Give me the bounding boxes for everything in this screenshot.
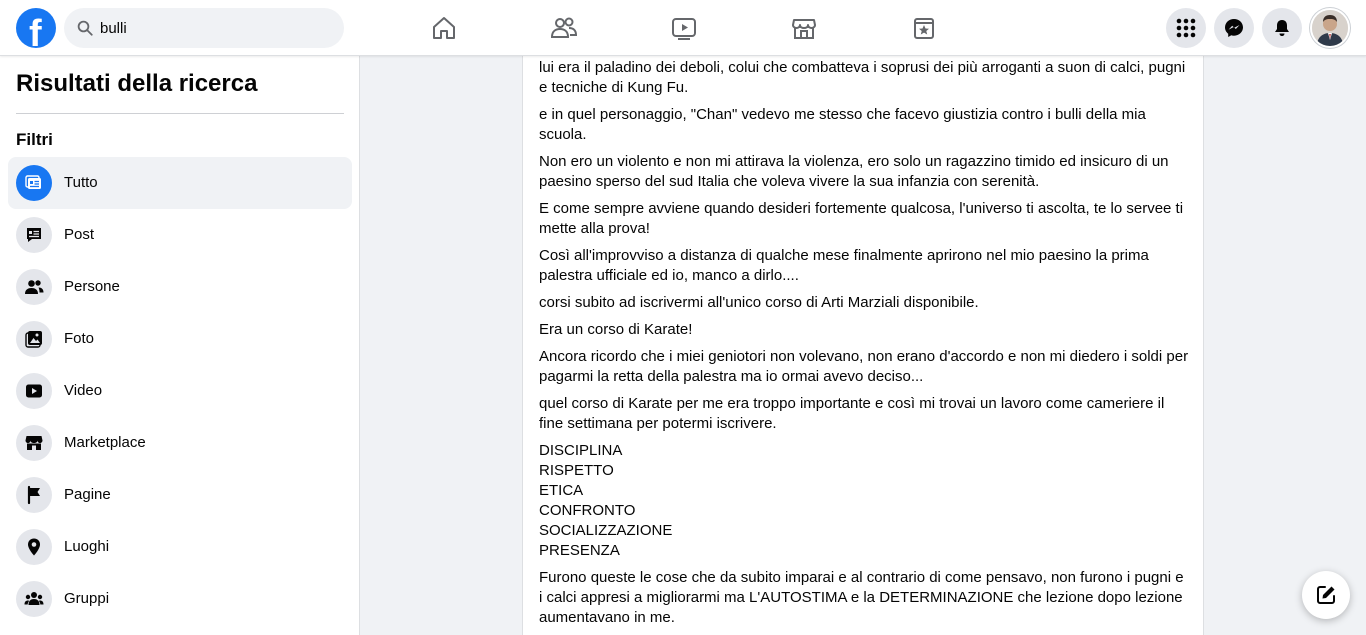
post-icon <box>16 217 52 253</box>
post-paragraph: corsi subito ad iscrivermi all'unico corso di Arti Marziali disponibile. <box>539 294 979 311</box>
nav-watch[interactable] <box>624 0 744 56</box>
page-title: Risultati della ricerca <box>16 70 258 97</box>
post-paragraph: Non ero un violento e non mi attirava la violenza, ero solo un ragazzino timido ed insicuro di un paesino sperso del sud Italia che voleva vivere la sua infanzia con serenità. <box>539 153 1169 190</box>
messenger-button[interactable] <box>1214 8 1254 48</box>
post-paragraph: e in quel personaggio, "Chan" vedevo me stesso che facevo giustizia contro i bulli della mia scuola. <box>539 106 1146 143</box>
search-filters-sidebar <box>0 56 360 635</box>
notifications-icon <box>1272 18 1292 38</box>
sidebar-item-luoghi[interactable] <box>8 521 352 573</box>
sidebar-item-label: Pagine <box>64 486 111 503</box>
sidebar-item-video[interactable] <box>8 365 352 417</box>
nav-friends[interactable] <box>504 0 624 56</box>
sidebar-item-label: Foto <box>64 330 95 347</box>
profile-photo <box>1312 10 1348 46</box>
store-icon <box>16 425 52 461</box>
sidebar-item-pagine[interactable] <box>8 469 352 521</box>
friends-icon <box>550 14 578 42</box>
marketplace-icon <box>790 14 818 42</box>
sidebar-divider <box>16 113 344 114</box>
compose-icon <box>1315 584 1337 606</box>
top-navigation-bar <box>0 0 1366 56</box>
messenger-icon <box>1224 18 1244 38</box>
new-message-button[interactable] <box>1302 571 1350 619</box>
flag-icon <box>16 477 52 513</box>
search-icon <box>76 19 94 37</box>
facebook-logo-letter: f <box>29 13 42 48</box>
values-list-item: DISCIPLINA <box>539 442 623 459</box>
post-paragraph: Così all'improvviso a distanza di qualche mese finalmente aprirono nel mio paesino la prima palestra ufficiale ed io, manco a dirlo.... <box>539 247 1149 284</box>
post-paragraph: quel corso di Karate per me era troppo importante e così mi trovai un lavoro come cameriere il fine settimana per potermi iscrivere. <box>539 395 1165 432</box>
facebook-logo[interactable] <box>16 8 56 48</box>
values-list-item: ETICA <box>539 482 584 499</box>
people-icon <box>16 269 52 305</box>
values-list-item: PRESENZA <box>539 542 620 559</box>
sidebar-item-tutto[interactable] <box>8 157 352 209</box>
avatar[interactable] <box>1310 8 1350 48</box>
values-list-item: SOCIALIZZAZIONE <box>539 522 673 539</box>
sidebar-item-label: Video <box>64 382 103 399</box>
post-body <box>539 58 1189 635</box>
post-paragraph: lui era il paladino dei deboli, colui che combatteva i soprusi dei più arroganti a suon di calci, pugni e tecniche di Kung Fu. <box>539 59 1186 96</box>
gaming-icon <box>910 14 938 42</box>
sidebar-item-label: Tutto <box>64 174 98 191</box>
nav-marketplace[interactable] <box>744 0 864 56</box>
post-card <box>522 56 1204 635</box>
sidebar-item-marketplace[interactable] <box>8 417 352 469</box>
post-paragraph: Ancora ricordo che i miei geniotori non volevano, non erano d'accordo e non mi diedero i soldi per pagarmi la retta della palestra ma io ormai avevo deciso... <box>539 348 1189 385</box>
search-box[interactable] <box>64 8 344 48</box>
sidebar-item-post[interactable] <box>8 209 352 261</box>
nav-home[interactable] <box>384 0 504 56</box>
sidebar-item-label: Luoghi <box>64 538 110 555</box>
values-list-item: RISPETTO <box>539 462 614 479</box>
sidebar-item-label: Marketplace <box>64 434 146 451</box>
values-list-item: CONFRONTO <box>539 502 636 519</box>
sidebar-item-label: Persone <box>64 278 120 295</box>
nav-gaming[interactable] <box>864 0 984 56</box>
sidebar-item-label: Post <box>64 226 95 243</box>
video-icon <box>16 373 52 409</box>
sidebar-item-gruppi[interactable] <box>8 573 352 625</box>
sidebar-item-persone[interactable] <box>8 261 352 313</box>
sidebar-item-label: Gruppi <box>64 590 110 607</box>
search-input[interactable] <box>100 8 330 48</box>
menu-grid-icon <box>1176 18 1196 38</box>
values-list <box>539 441 1189 561</box>
group-icon <box>16 581 52 617</box>
feed-icon <box>16 165 52 201</box>
location-icon <box>16 529 52 565</box>
post-paragraph: Furono queste le cose che da subito imparai e al contrario di come pensavo, non furono i pugni e i calci appresi a migliorarmi ma L'AUTOSTIMA e la DETERMINAZIONE che lezione dopo lezione aumentavano in me. <box>539 569 1184 626</box>
post-paragraph: Era un corso di Karate! <box>539 321 693 338</box>
filters-heading: Filtri <box>16 130 53 149</box>
sidebar-item-foto[interactable] <box>8 313 352 365</box>
photo-icon <box>16 321 52 357</box>
notifications-button[interactable] <box>1262 8 1302 48</box>
post-paragraph: E come sempre avviene quando desideri fortemente qualcosa, l'universo ti ascolta, te lo servee ti mette alla prova! <box>539 200 1184 237</box>
home-icon <box>430 14 458 42</box>
menu-button[interactable] <box>1166 8 1206 48</box>
watch-icon <box>670 14 698 42</box>
